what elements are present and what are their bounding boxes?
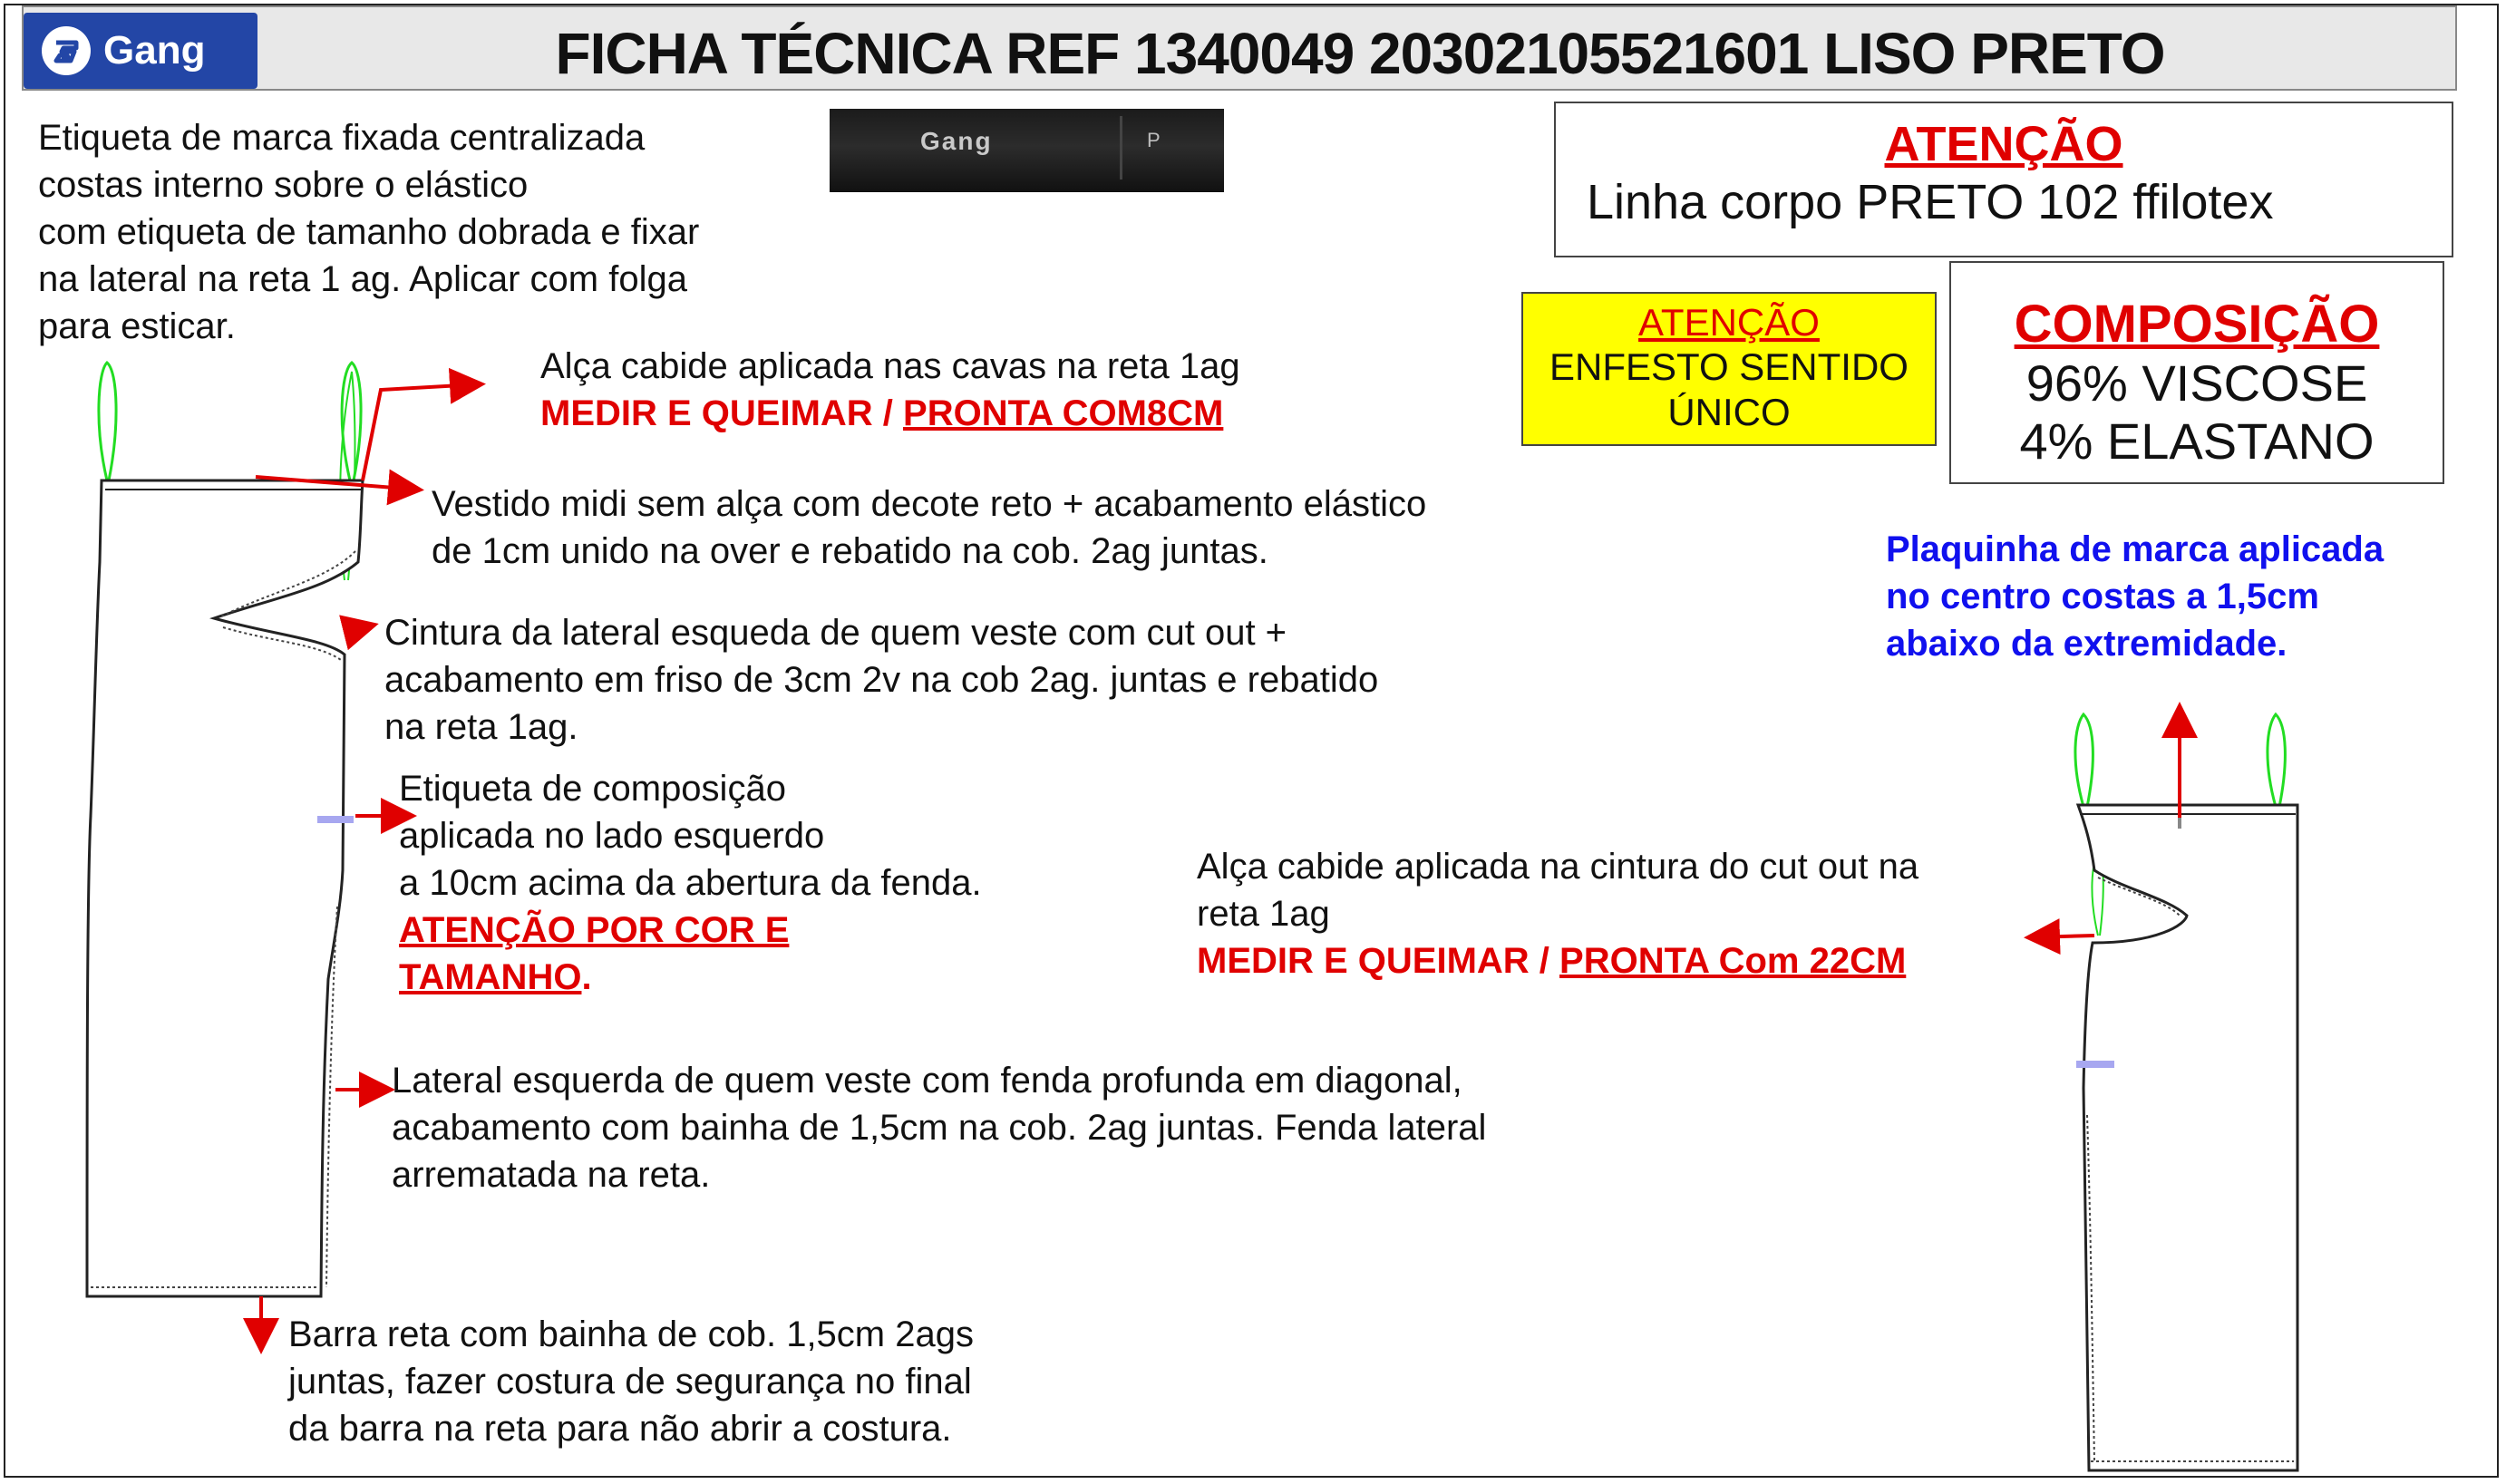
note-line: Alça cabide aplicada nas cavas na reta 1ag xyxy=(540,346,1240,386)
brand-name: Gang xyxy=(103,28,206,73)
alert-text: MEDIR E QUEIMAR / xyxy=(540,393,904,433)
note-line: na reta 1ag. xyxy=(384,707,578,747)
note-line: Lateral esquerda de quem veste com fenda profunda em diagonal, xyxy=(392,1061,1462,1101)
alert-text: MEDIR E QUEIMAR / xyxy=(1197,941,1560,981)
note-line: reta 1ag xyxy=(1197,894,1330,934)
note-line: a 10cm acima da abertura da fenda. xyxy=(399,863,982,903)
back-dress-outline xyxy=(2078,805,2297,1470)
back-strap-right xyxy=(2268,714,2285,807)
front-dress-outline xyxy=(87,480,363,1296)
note-line: na lateral na reta 1 ag. Aplicar com folga xyxy=(38,259,687,299)
composition-label-mark xyxy=(317,816,354,823)
front-dress-sketch xyxy=(87,363,363,1296)
note-line: Etiqueta de marca fixada centralizada xyxy=(38,118,646,158)
attention-text: ÚNICO xyxy=(1667,391,1791,433)
alert-text: TAMANHO xyxy=(399,957,582,997)
back-dress-sketch xyxy=(2075,714,2297,1470)
note-line: costas interno sobre o elástico xyxy=(38,165,529,205)
alert-text: PRONTA Com 22CM xyxy=(1559,941,1907,981)
composition-line: 4% ELASTANO xyxy=(2019,412,2375,470)
note-line: aplicada no lado esquerdo xyxy=(399,816,825,856)
note-line: abaixo da extremidade. xyxy=(1886,624,2287,664)
front-strap-left xyxy=(99,363,116,480)
note-line: Vestido midi sem alça com decote reto + acabamento elástico xyxy=(432,484,1427,524)
label-photo-brand: Gang xyxy=(920,127,993,155)
note-line: Etiqueta de composição xyxy=(399,769,786,809)
note-line: no centro costas a 1,5cm xyxy=(1886,577,2319,616)
label-photo-size: P xyxy=(1147,129,1161,151)
note-line: acabamento em friso de 3cm 2v na cob 2ag. juntas e rebatido xyxy=(384,660,1379,700)
back-composition-label-mark xyxy=(2076,1061,2114,1068)
note-line: com etiqueta de tamanho dobrada e fixar xyxy=(38,212,700,252)
note-composition-label: Etiqueta de composição aplicada no lado esquerdo a 10cm acima da abertura da fenda. ATENÇÃO POR COR E TAMANHO. xyxy=(399,765,982,1001)
note-line: Alça cabide aplicada na cintura do cut out na xyxy=(1197,847,1919,887)
note-line: acabamento com bainha de 1,5cm na cob. 2ag juntas. Fenda lateral xyxy=(392,1108,1487,1148)
composition-title: COMPOSIÇÃO xyxy=(2014,295,2380,354)
note-line: da barra na reta para não abrir a costura. xyxy=(288,1409,952,1449)
back-strap-left xyxy=(2075,714,2093,807)
alert-text: PRONTA COM8CM xyxy=(903,393,1224,433)
page-title: FICHA TÉCNICA REF 1340049 20302105521601 LISO PRETO xyxy=(555,21,2165,86)
note-line: para esticar. xyxy=(38,306,236,346)
note-line: Cintura da lateral esqueda de quem veste com cut out + xyxy=(384,613,1287,653)
note-line: Barra reta com bainha de cob. 1,5cm 2ags xyxy=(288,1314,974,1354)
brand-plate-mark xyxy=(2178,816,2181,829)
note-line: de 1cm unido na over e rebatido na cob. 2ag juntas. xyxy=(432,531,1268,571)
attention-text: Linha corpo PRETO 102 ffilotex xyxy=(1587,175,2274,229)
composition-line: 96% VISCOSE xyxy=(2025,354,2368,412)
attention-text: ENFESTO SENTIDO xyxy=(1549,345,1909,388)
note-line: juntas, fazer costura de segurança no final xyxy=(288,1362,972,1402)
attention-title: ATENÇÃO xyxy=(1638,301,1820,344)
attention-title: ATENÇÃO xyxy=(1884,117,2123,171)
note-line: Plaquinha de marca aplicada xyxy=(1886,529,2385,569)
alert-text: ATENÇÃO POR COR E xyxy=(399,910,790,950)
note-line: arrematada na reta. xyxy=(392,1155,711,1195)
